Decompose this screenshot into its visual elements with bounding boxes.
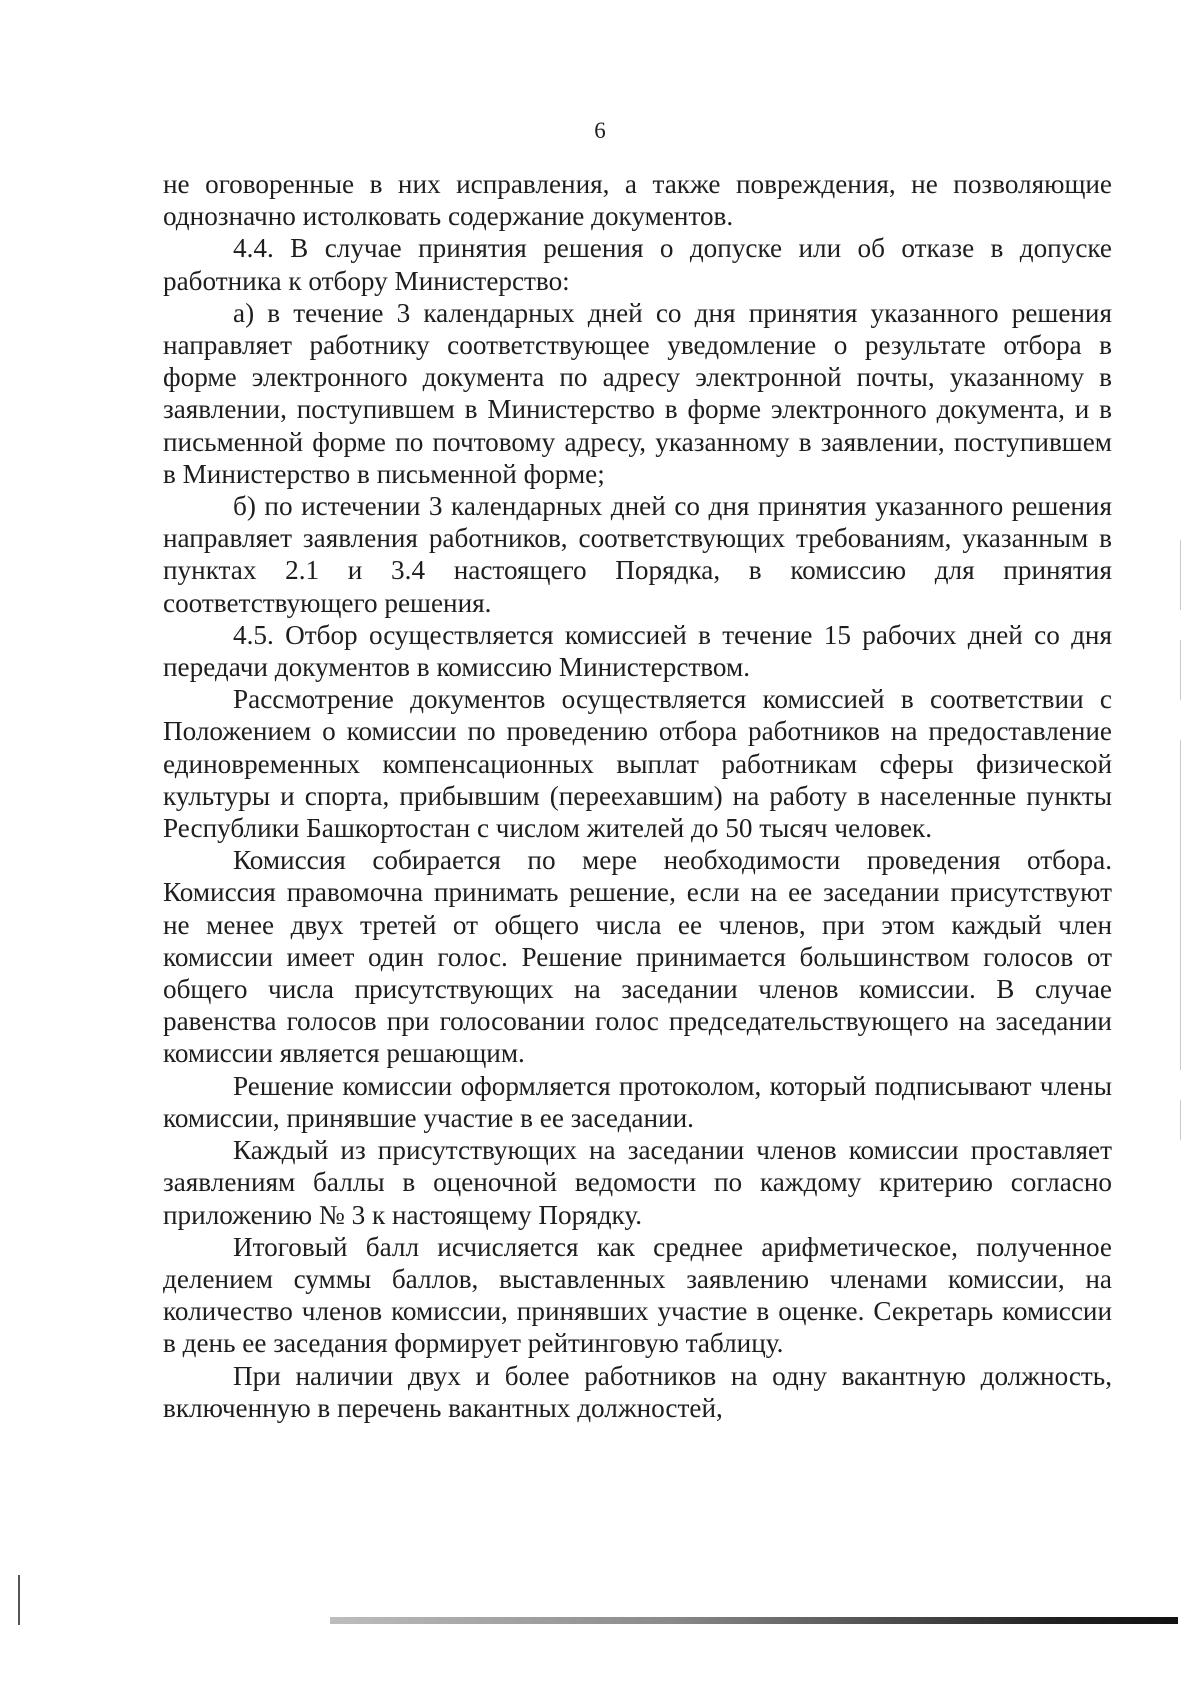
paragraph-commission-quorum: Комиссия собирается по мере необходимости проведения отбора. Комиссия правомочна принимать решение, если на ее заседании присутствуют не менее двух третей от общего числа ее членов, при этом каждый член комиссии имеет один голос. Решение принимается большинством голосов от общего числа присутствующих на заседании членов комиссии. В случае равенства голосов при голосовании голос председательствующего на заседании комиссии является решающим. bbox=[163, 845, 1112, 1069]
paragraph-4-5: 4.5. Отбор осуществляется комиссией в течение 15 рабочих дней со дня передачи документов в комиссию Министерством. bbox=[163, 619, 1112, 683]
paragraph-4-4-b: б) по истечении 3 календарных дней со дня принятия указанного решения направляет заявления работников, соответствующих требованиям, указанным в пунктах 2.1 и 3.4 настоящего Порядка, в комиссию для принятия соответствующего решения. bbox=[163, 491, 1112, 618]
scan-artifact bbox=[1180, 1100, 1181, 1140]
scan-bottom-edge bbox=[330, 1617, 1178, 1624]
scan-artifact bbox=[1180, 740, 1181, 1070]
paragraph-final-score: Итоговый балл исчисляется как среднее арифметическое, полученное делением суммы баллов, выставленных заявлению членами комиссии, на количество членов комиссии, принявших участие в оценке. Секретарь комиссии в день ее заседания формирует рейтинговую таблицу. bbox=[163, 1231, 1112, 1359]
paragraph-protocol: Решение комиссии оформляется протоколом, который подписывают члены комиссии, принявшие участие в ее заседании. bbox=[163, 1070, 1112, 1133]
document-body bbox=[163, 168, 1112, 1424]
page-number: 6 bbox=[594, 118, 606, 143]
scan-artifact bbox=[1180, 640, 1181, 700]
paragraph-multiple-candidates: При наличии двух и более работников на одну вакантную должность, включенную в перечень вакантных должностей, bbox=[163, 1360, 1112, 1423]
paragraph-continuation: не оговоренные в них исправления, а также повреждения, не позволяющие однозначно истолковать содержание документов. bbox=[163, 169, 1112, 232]
scan-artifact bbox=[1180, 540, 1181, 610]
paragraph-review-documents: Рассмотрение документов осуществляется комиссией в соответствии с Положением о комиссии по проведению отбора работников на предоставление единовременных компенсационных выплат работникам сферы физической культуры и спорта, прибывшим (переехавшим) на работу в населенные пункты Республики Башкортостан с числом жителей до 50 тысяч человек. bbox=[163, 684, 1112, 844]
paragraph-4-4-a: а) в течение 3 календарных дней со дня принятия указанного решения направляет работнику соответствующее уведомление о результате отбора в форме электронного документа по адресу электронной почты, указанному в заявлении, поступившем в Министерство в форме электронного документа, и в письменной форме по почтовому адресу, указанному в заявлении, поступившем в Министерство в письменной форме; bbox=[163, 297, 1112, 489]
scan-artifact bbox=[18, 1575, 20, 1625]
paragraph-4-4: 4.4. В случае принятия решения о допуске или об отказе в допуске работника к отбору Министерство: bbox=[163, 233, 1112, 296]
paragraph-scoring: Каждый из присутствующих на заседании членов комиссии проставляет заявлениям баллы в оценочной ведомости по каждому критерию согласно приложению № 3 к настоящему Порядку. bbox=[163, 1135, 1112, 1230]
